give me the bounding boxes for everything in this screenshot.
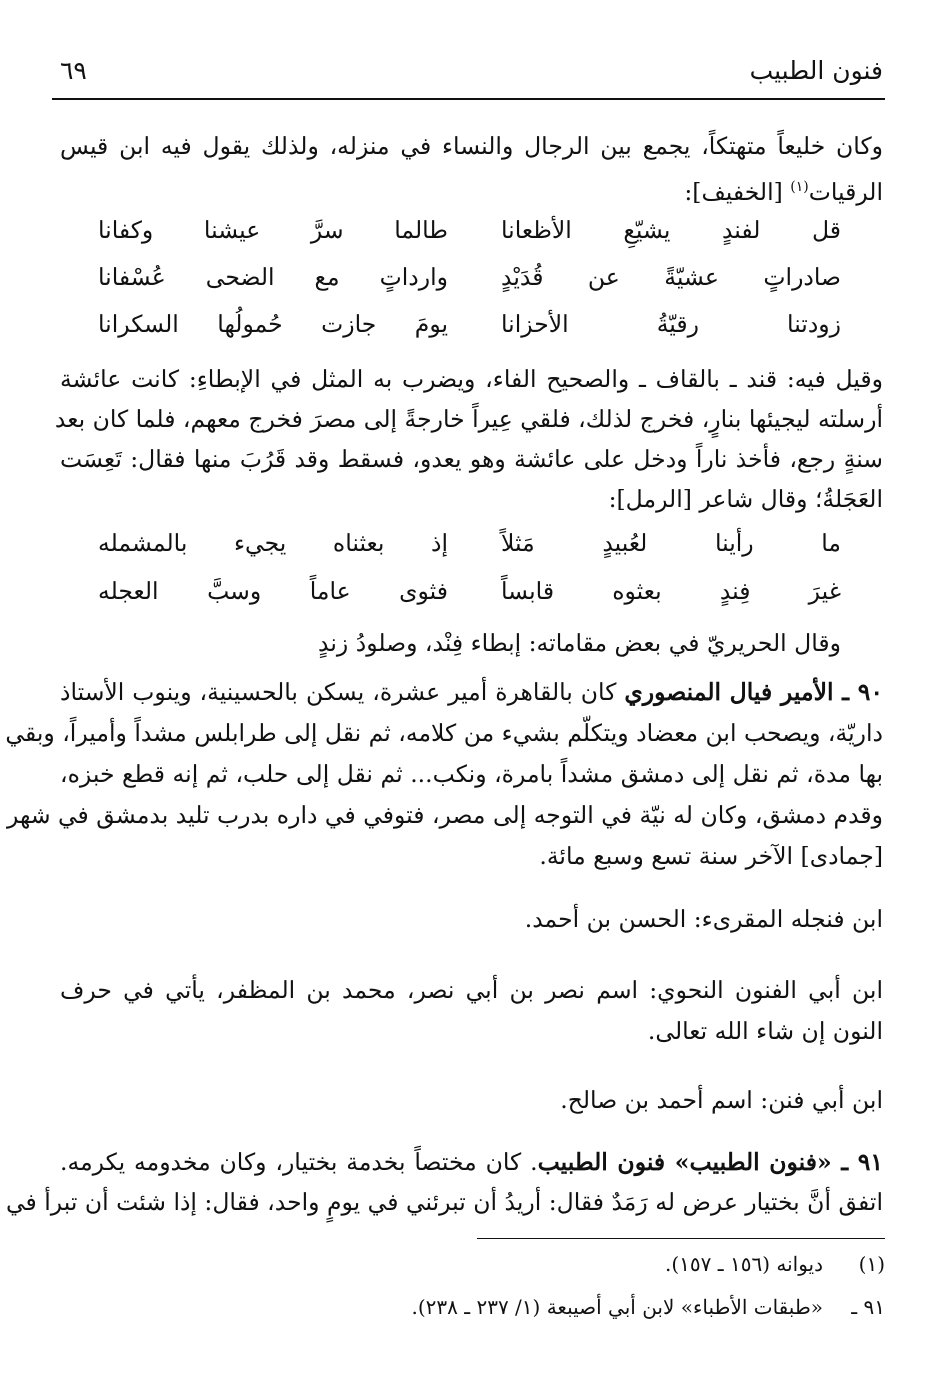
verse-first-hemistich: ما رأينا لعُبيدٍ مَثلاً	[501, 529, 841, 557]
paragraph-line: أرسلته ليجيئها بنارٍ، فخرج لذلك، فلقي عِيراً خارجةً إلى مصرَ فخرج معهم، فلما كان بعد	[54, 405, 883, 433]
paragraph-line: [جمادى] الآخر سنة تسع وسبع مائة.	[539, 842, 883, 870]
verse-first-hemistich: صادراتٍ عشيّةً عن قُدَيْدٍ	[501, 263, 841, 291]
paragraph-line: اتفق أنَّ بختيار عرض له رَمَدٌ فقال: أريدُ أن تبرئني في يومٍ واحد، فقال: إذا شئت أن تبرأ في	[5, 1188, 883, 1216]
footnote-ref: (١)	[790, 179, 809, 195]
running-header-title: فنون الطبيب	[749, 56, 883, 85]
paragraph-line: وقيل فيه: قند ـ بالقاف ـ والصحيح الفاء، ويضرب به المثل في الإبطاءِ: كانت عائشة	[60, 365, 883, 393]
cross-reference: ابن أبي الفنون النحوي: اسم نصر بن أبي نصر، محمد بن المظفر، يأتي في حرف	[60, 976, 883, 1004]
cross-reference: ابن أبي فنن: اسم أحمد بن صالح.	[560, 1086, 883, 1114]
verse-second-hemistich: وارداتٍ مع الضحى عُسْفانا	[98, 263, 448, 291]
verse-first-hemistich: زودتنا رقيّةُ الأحزانا	[501, 310, 841, 338]
entry-91-heading: ٩١ ـ «فنون الطبيب» فنون الطبيب	[537, 1148, 883, 1176]
inline-text: كان بالقاهرة أمير عشرة، يسكن بالحسينية، وينوب الأستاذ	[60, 678, 625, 706]
footnote-text: «طبقات الأطباء» لابن أبي أصيبعة (١/ ٢٣٧ ـ ٢٣٨).	[411, 1295, 823, 1319]
entry-90-heading: ٩٠ ـ الأمير فيال المنصوري	[624, 678, 883, 706]
paragraph-line: داريّة، ويصحب ابن معضاد ويتكلّم بشيء من كلامه، ثم نقل إلى طرابلس مشداً وأميراً، وبقي	[5, 719, 883, 747]
cross-reference: النون إن شاء الله تعالى.	[647, 1017, 883, 1045]
footnote	[411, 1294, 885, 1320]
verse-second-hemistich: يومَ جازت حُمولُها السكرانا	[98, 310, 448, 338]
paragraph-line: وقدم دمشق، وكان له نيّة في التوجه إلى مصر، فتوفي في داره بدرب تليد بدمشق في شهر	[7, 801, 883, 829]
verse-first-hemistich: غيرَ فِندٍ بعثوه قابساً	[501, 577, 841, 605]
cross-reference: ابن فنجله المقرىء: الحسن بن أحمد.	[524, 905, 883, 933]
verse-second-hemistich: فثوى عاماً وسبَّ العجله	[98, 577, 448, 605]
inline-text: الرقيات	[808, 177, 883, 206]
verse-first-hemistich: قل لفندٍ يشيّعِ الأظعانا	[501, 216, 841, 244]
paragraph-line: بها مدة، ثم نقل إلى دمشق مشداً بامرة، ونكب... ثم نقل إلى حلب، ثم إنه قطع خبزه،	[60, 760, 883, 788]
entry-91-first-line	[60, 1147, 883, 1177]
footnote-marker: ٩١ ـ	[851, 1295, 885, 1319]
inline-text: [الخفيف]:	[684, 177, 791, 206]
entry-90-first-line	[60, 677, 883, 707]
header-rule	[52, 98, 885, 100]
paragraph-line: سنةٍ رجع، فأخذ ناراً ودخل على عائشة وهو يعدو، فسقط وقد قَرُبَ منها فقال: تَعِسَت	[60, 445, 883, 473]
footnote-text: ديوانه (١٥٦ ـ ١٥٧).	[664, 1252, 823, 1276]
footnote	[665, 1251, 885, 1277]
verse-second-hemistich: طالما سرَّ عيشنا وكفانا	[98, 216, 448, 244]
paragraph-line: وقال الحريريّ في بعض مقاماته: إبطاء فِنْد، وصلودُ زندٍ	[318, 629, 841, 657]
verse-second-hemistich: إذ بعثناه يجيء بالمشمله	[98, 529, 448, 557]
paragraph-line: العَجَلةُ؛ وقال شاعر [الرمل]:	[608, 485, 883, 513]
inline-text: . كان مختصاً بخدمة بختيار، وكان مخدومه يكرمه.	[60, 1148, 538, 1176]
page-number: ٦٩	[60, 56, 87, 85]
footnote-marker: (١)	[858, 1252, 885, 1276]
paragraph-line	[60, 172, 883, 207]
paragraph-line: وكان خليعاً متهتكاً، يجمع بين الرجال والنساء في منزله، ولذلك يقول فيه ابن قيس	[60, 132, 883, 160]
footnote-rule	[477, 1238, 885, 1239]
